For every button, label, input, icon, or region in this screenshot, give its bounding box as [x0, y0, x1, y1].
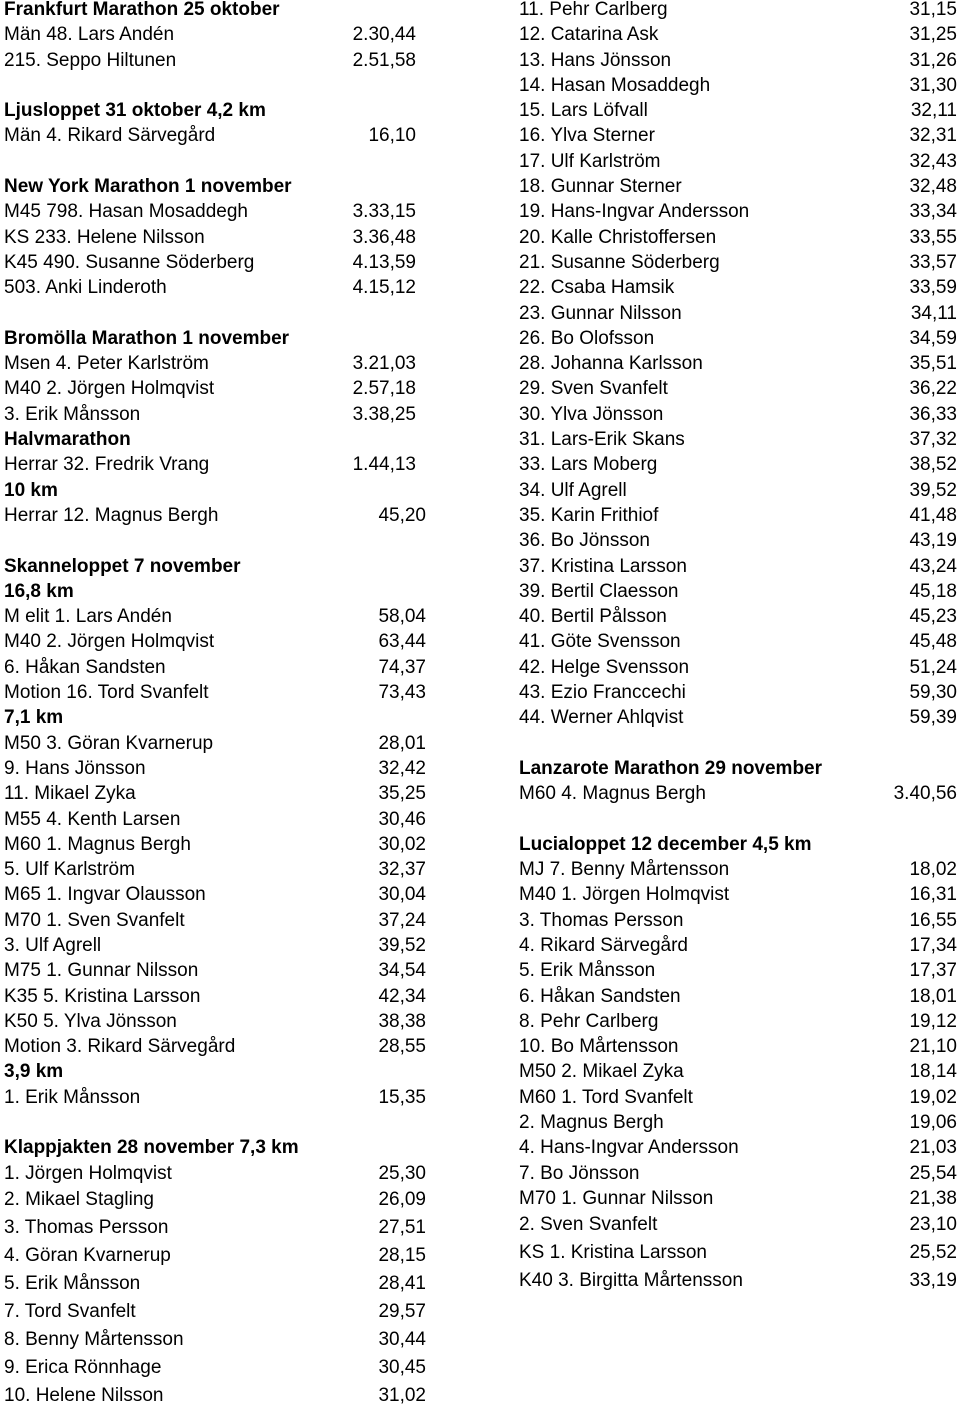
result-row: [519, 554, 957, 579]
runner-label: 37. Kristina Larsson: [519, 555, 687, 577]
spacer-row: [4, 149, 426, 174]
result-row: [4, 781, 426, 806]
result-time: 35,25: [378, 783, 426, 805]
result-row: [519, 781, 957, 806]
runner-label: 7. Tord Svanfelt: [4, 1300, 136, 1322]
runner-label: 11. Pehr Carlberg: [519, 0, 668, 20]
runner-label: 30. Ylva Jönsson: [519, 403, 664, 425]
result-row: [519, 250, 957, 275]
result-row: [4, 756, 426, 781]
result-row: [519, 402, 957, 427]
section-heading: [4, 579, 426, 604]
result-row: [519, 326, 957, 351]
runner-label: Herrar 32. Fredrik Vrang: [4, 454, 210, 476]
runner-label: 43. Ezio Franccechi: [519, 682, 686, 704]
result-row: [4, 402, 426, 427]
section-heading: [4, 1135, 426, 1160]
runner-label: KS 1. Kristina Larsson: [519, 1242, 707, 1264]
runner-label: 34. Ulf Agrell: [519, 479, 627, 501]
result-row: [4, 882, 426, 907]
result-row: [519, 528, 957, 553]
section-heading: [4, 174, 426, 199]
result-time: 33,57: [909, 251, 957, 273]
result-time: 38,52: [909, 454, 957, 476]
heading-text: Lanzarote Marathon 29 november: [519, 757, 823, 779]
result-row: [519, 123, 957, 148]
runner-label: K35 5. Kristina Larsson: [4, 985, 201, 1007]
runner-label: M60 4. Magnus Bergh: [519, 783, 706, 805]
runner-label: 14. Hasan Mosaddegh: [519, 74, 711, 96]
result-row: [4, 1034, 426, 1059]
result-row: [4, 1382, 426, 1410]
result-time: 16,10: [368, 125, 416, 147]
result-time: 17,37: [909, 960, 957, 982]
result-time: 16,55: [909, 909, 957, 931]
result-time: 33,59: [909, 277, 957, 299]
result-row: [519, 958, 957, 983]
runner-label: Män 4. Rikard Särvegård: [4, 125, 216, 147]
runner-label: M40 2. Jörgen Holmqvist: [4, 631, 215, 653]
result-time: 36,22: [909, 378, 957, 400]
result-time: 31,15: [909, 0, 957, 20]
runner-label: 26. Bo Olofsson: [519, 327, 655, 349]
runner-label: M elit 1. Lars Andén: [4, 606, 172, 628]
result-time: 32,48: [909, 176, 957, 198]
result-row: [4, 22, 426, 47]
runner-label: 6. Håkan Sandsten: [519, 985, 681, 1007]
runner-label: Msen 4. Peter Karlström: [4, 353, 209, 375]
runner-label: M60 1. Tord Svanfelt: [519, 1086, 693, 1108]
heading-text: Ljusloppet 31 oktober 4,2 km: [4, 100, 266, 122]
section-heading: [4, 1059, 426, 1084]
result-row: [519, 680, 957, 705]
result-time: 25,54: [909, 1162, 957, 1184]
result-time: 45,20: [378, 504, 426, 526]
runner-label: 36. Bo Jönsson: [519, 530, 650, 552]
result-time: 32,11: [910, 100, 957, 122]
result-time: 32,43: [909, 150, 957, 172]
runner-label: 13. Hans Jönsson: [519, 49, 672, 71]
result-row: [4, 1354, 426, 1382]
result-row: [519, 225, 957, 250]
result-row: [4, 1085, 426, 1110]
runner-label: KS 233. Helene Nilsson: [4, 226, 205, 248]
result-row: [4, 250, 426, 275]
heading-text: 3,9 km: [4, 1061, 64, 1083]
result-row: [519, 1161, 957, 1186]
result-time: 30,44: [378, 1328, 426, 1350]
result-row: [519, 48, 957, 73]
runner-label: 6. Håkan Sandsten: [4, 656, 166, 678]
runner-label: MJ 7. Benny Mårtensson: [519, 859, 730, 881]
result-time: 43,19: [909, 530, 957, 552]
result-time: 28,15: [378, 1244, 426, 1266]
result-row: [4, 275, 426, 300]
result-row: [519, 503, 957, 528]
runner-label: 8. Benny Mårtensson: [4, 1328, 184, 1350]
runner-label: M40 2. Jörgen Holmqvist: [4, 378, 215, 400]
runner-label: Herrar 12. Magnus Bergh: [4, 504, 219, 526]
result-row: [4, 1214, 426, 1242]
result-row: [4, 933, 426, 958]
result-time: 23,10: [909, 1214, 957, 1236]
runner-label: K40 3. Birgitta Mårtensson: [519, 1270, 743, 1292]
result-row: [519, 908, 957, 933]
runner-label: 503. Anki Linderoth: [4, 277, 167, 299]
runner-label: 22. Csaba Hamsik: [519, 277, 675, 299]
result-row: [519, 604, 957, 629]
result-row: [519, 174, 957, 199]
result-time: 33,19: [909, 1270, 957, 1292]
result-time: 33,34: [909, 201, 957, 223]
runner-label: 2. Magnus Bergh: [519, 1112, 664, 1134]
runner-label: 3. Erik Månsson: [4, 403, 141, 425]
result-time: 21,10: [909, 1036, 957, 1058]
result-time: 36,33: [909, 403, 957, 425]
result-row: [4, 1242, 426, 1270]
runner-label: 1. Jörgen Holmqvist: [4, 1162, 172, 1184]
result-row: [519, 351, 957, 376]
runner-label: 33. Lars Moberg: [519, 454, 658, 476]
result-time: 34,59: [909, 327, 957, 349]
result-time: 34,54: [378, 960, 426, 982]
runner-label: 5. Erik Månsson: [519, 960, 656, 982]
result-row: [4, 731, 426, 756]
result-row: [519, 1211, 957, 1239]
result-time: 33,55: [909, 226, 957, 248]
result-row: [519, 882, 957, 907]
runner-label: 9. Erica Rönnhage: [4, 1356, 162, 1378]
runner-label: 41. Göte Svensson: [519, 631, 681, 653]
runner-label: 2. Mikael Stagling: [4, 1188, 154, 1210]
result-row: [519, 301, 957, 326]
result-row: [519, 22, 957, 47]
result-row: [519, 655, 957, 680]
heading-text: Klappjakten 28 november 7,3 km: [4, 1137, 299, 1159]
result-time: 19,12: [909, 1010, 957, 1032]
runner-label: M75 1. Gunnar Nilsson: [4, 960, 199, 982]
runner-label: M60 1. Magnus Bergh: [4, 833, 191, 855]
runner-label: M65 1. Ingvar Olausson: [4, 884, 206, 906]
runner-label: 3. Thomas Persson: [4, 1216, 169, 1238]
result-time: 18,02: [909, 859, 957, 881]
result-time: 3.36,48: [352, 226, 416, 248]
result-row: [4, 604, 426, 629]
result-time: 32,42: [378, 757, 426, 779]
result-time: 74,37: [378, 656, 426, 678]
result-time: 45,48: [909, 631, 957, 653]
runner-label: 18. Gunnar Sterner: [519, 176, 682, 198]
result-time: 29,57: [378, 1300, 426, 1322]
result-time: 30,45: [378, 1356, 426, 1378]
result-row: [4, 503, 426, 528]
heading-text: Halvmarathon: [4, 429, 131, 451]
runner-label: 8. Pehr Carlberg: [519, 1010, 659, 1032]
heading-text: Lucialoppet 12 december 4,5 km: [519, 833, 812, 855]
runner-label: Motion 16. Tord Svanfelt: [4, 682, 209, 704]
section-heading: [519, 832, 957, 857]
result-row: [519, 1009, 957, 1034]
runner-label: K45 490. Susanne Söderberg: [4, 251, 255, 273]
spacer-row: [519, 731, 957, 756]
result-time: 27,51: [378, 1216, 426, 1238]
result-time: 45,23: [909, 606, 957, 628]
result-row: [4, 351, 426, 376]
result-time: 38,38: [378, 1010, 426, 1032]
result-time: 37,24: [378, 909, 426, 931]
result-row: [519, 275, 957, 300]
result-time: 37,32: [909, 429, 957, 451]
result-time: 18,01: [909, 985, 957, 1007]
result-row: [4, 984, 426, 1009]
result-row: [4, 655, 426, 680]
result-time: 63,44: [378, 631, 426, 653]
runner-label: 3. Thomas Persson: [519, 909, 684, 931]
section-heading: [4, 98, 426, 123]
result-time: 41,48: [909, 504, 957, 526]
heading-text: Frankfurt Marathon 25 oktober: [4, 0, 280, 20]
runner-label: 10. Bo Mårtensson: [519, 1036, 679, 1058]
result-time: 43,24: [909, 555, 957, 577]
result-row: [519, 1085, 957, 1110]
result-row: [4, 807, 426, 832]
runner-label: 4. Rikard Särvegård: [519, 934, 688, 956]
result-time: 16,31: [909, 884, 957, 906]
result-time: 31,02: [378, 1384, 426, 1406]
runner-label: 23. Gunnar Nilsson: [519, 302, 682, 324]
result-row: [4, 1161, 426, 1186]
runner-label: 40. Bertil Pålsson: [519, 606, 667, 628]
result-time: 19,02: [909, 1086, 957, 1108]
result-time: 19,06: [909, 1112, 957, 1134]
result-row: [4, 452, 426, 477]
runner-label: 21. Susanne Söderberg: [519, 251, 720, 273]
runner-label: 16. Ylva Sterner: [519, 125, 655, 147]
runner-label: 2. Sven Svanfelt: [519, 1214, 658, 1236]
result-row: [519, 579, 957, 604]
heading-text: 16,8 km: [4, 580, 74, 602]
runner-label: 7. Bo Jönsson: [519, 1162, 640, 1184]
result-time: 28,41: [378, 1272, 426, 1294]
heading-text: 10 km: [4, 479, 58, 501]
spacer-row: [519, 807, 957, 832]
result-time: 2.30,44: [352, 24, 416, 46]
result-row: [519, 705, 957, 730]
runner-label: 4. Hans-Ingvar Andersson: [519, 1137, 739, 1159]
runner-label: M50 2. Mikael Zyka: [519, 1061, 684, 1083]
heading-text: New York Marathon 1 november: [4, 176, 292, 198]
result-time: 28,01: [378, 732, 426, 754]
result-time: 32,31: [909, 125, 957, 147]
result-time: 3.21,03: [352, 353, 416, 375]
section-heading: [4, 0, 426, 22]
result-time: 21,38: [909, 1187, 957, 1209]
result-time: 30,04: [378, 884, 426, 906]
spacer-row: [4, 73, 426, 98]
runner-label: M70 1. Sven Svanfelt: [4, 909, 185, 931]
result-time: 15,35: [378, 1086, 426, 1108]
runner-label: 10. Helene Nilsson: [4, 1384, 164, 1406]
result-time: 21,03: [909, 1137, 957, 1159]
runner-label: 11. Mikael Zyka: [4, 783, 136, 805]
result-time: 4.13,59: [352, 251, 416, 273]
result-row: [519, 376, 957, 401]
heading-text: 7,1 km: [4, 707, 64, 729]
result-row: [4, 1186, 426, 1214]
result-row: [4, 199, 426, 224]
runner-label: 1. Erik Månsson: [4, 1086, 141, 1108]
runner-label: 12. Catarina Ask: [519, 24, 659, 46]
result-time: 32,37: [378, 859, 426, 881]
result-time: 45,18: [909, 580, 957, 602]
result-time: 3.33,15: [352, 201, 416, 223]
section-heading: [4, 478, 426, 503]
result-row: [519, 452, 957, 477]
result-time: 39,52: [909, 479, 957, 501]
result-time: 17,34: [909, 934, 957, 956]
spacer-row: [4, 528, 426, 553]
result-time: 25,30: [378, 1162, 426, 1184]
left-results-column: [4, 0, 426, 1410]
result-row: [519, 1186, 957, 1211]
result-time: 4.15,12: [352, 277, 416, 299]
result-time: 34,11: [910, 302, 957, 324]
runner-label: 39. Bertil Claesson: [519, 580, 679, 602]
runner-label: 20. Kalle Christoffersen: [519, 226, 717, 248]
result-row: [519, 857, 957, 882]
heading-text: Skanneloppet 7 november: [4, 555, 241, 577]
section-heading: [4, 326, 426, 351]
result-time: 18,14: [909, 1061, 957, 1083]
result-time: 3.40,56: [893, 783, 957, 805]
runner-label: 9. Hans Jönsson: [4, 757, 146, 779]
runner-label: 29. Sven Svanfelt: [519, 378, 668, 400]
result-row: [4, 123, 426, 148]
result-row: [519, 73, 957, 98]
result-time: 51,24: [909, 656, 957, 678]
result-time: 35,51: [909, 353, 957, 375]
result-time: 30,02: [378, 833, 426, 855]
runner-label: 215. Seppo Hiltunen: [4, 49, 177, 71]
result-time: 59,39: [909, 707, 957, 729]
result-row: [519, 1059, 957, 1084]
runner-label: 5. Erik Månsson: [4, 1272, 141, 1294]
runner-label: M70 1. Gunnar Nilsson: [519, 1187, 714, 1209]
runner-label: 35. Karin Frithiof: [519, 504, 659, 526]
result-row: [519, 933, 957, 958]
runner-label: K50 5. Ylva Jönsson: [4, 1010, 177, 1032]
result-row: [4, 1326, 426, 1354]
result-row: [4, 680, 426, 705]
result-row: [519, 149, 957, 174]
result-time: 2.51,58: [352, 49, 416, 71]
result-time: 31,25: [909, 24, 957, 46]
result-row: [519, 1110, 957, 1135]
runner-label: 44. Werner Ahlqvist: [519, 707, 684, 729]
result-row: [519, 478, 957, 503]
result-row: [519, 1267, 957, 1295]
result-time: 59,30: [909, 682, 957, 704]
result-row: [519, 0, 957, 22]
result-row: [4, 225, 426, 250]
result-time: 73,43: [378, 682, 426, 704]
runner-label: M40 1. Jörgen Holmqvist: [519, 884, 730, 906]
runner-label: Motion 3. Rikard Särvegård: [4, 1036, 236, 1058]
section-heading: [4, 554, 426, 579]
result-time: 58,04: [378, 606, 426, 628]
runner-label: 15. Lars Löfvall: [519, 100, 648, 122]
result-time: 3.38,25: [352, 403, 416, 425]
runner-label: Män 48. Lars Andén: [4, 24, 175, 46]
section-heading: [4, 427, 426, 452]
result-row: [519, 427, 957, 452]
result-time: 28,55: [378, 1036, 426, 1058]
result-row: [4, 376, 426, 401]
result-row: [4, 1298, 426, 1326]
result-row: [4, 832, 426, 857]
result-row: [519, 199, 957, 224]
result-time: 30,46: [378, 808, 426, 830]
runner-label: 3. Ulf Agrell: [4, 934, 102, 956]
result-time: 1.44,13: [352, 454, 416, 476]
spacer-row: [4, 301, 426, 326]
runner-label: M45 798. Hasan Mosaddegh: [4, 201, 248, 223]
result-time: 25,52: [909, 1242, 957, 1264]
runner-label: M55 4. Kenth Larsen: [4, 808, 181, 830]
spacer-row: [4, 1110, 426, 1135]
section-heading: [519, 756, 957, 781]
result-row: [4, 857, 426, 882]
result-row: [4, 1009, 426, 1034]
result-time: 26,09: [378, 1188, 426, 1210]
result-row: [4, 629, 426, 654]
result-row: [4, 958, 426, 983]
right-results-column: [519, 0, 957, 1295]
runner-label: M50 3. Göran Kvarnerup: [4, 732, 214, 754]
result-row: [519, 629, 957, 654]
result-time: 31,30: [909, 74, 957, 96]
result-time: 2.57,18: [352, 378, 416, 400]
runner-label: 5. Ulf Karlström: [4, 859, 135, 881]
runner-label: 17. Ulf Karlström: [519, 150, 661, 172]
section-heading: [4, 705, 426, 730]
result-row: [519, 1034, 957, 1059]
result-row: [519, 98, 957, 123]
heading-text: Bromölla Marathon 1 november: [4, 327, 290, 349]
result-row: [4, 1270, 426, 1298]
result-row: [4, 48, 426, 73]
runner-label: 42. Helge Svensson: [519, 656, 690, 678]
result-row: [519, 984, 957, 1009]
runner-label: 31. Lars-Erik Skans: [519, 429, 685, 451]
runner-label: 19. Hans-Ingvar Andersson: [519, 201, 750, 223]
result-row: [4, 908, 426, 933]
result-row: [519, 1135, 957, 1160]
runner-label: 28. Johanna Karlsson: [519, 353, 703, 375]
result-time: 31,26: [909, 49, 957, 71]
result-time: 42,34: [378, 985, 426, 1007]
result-row: [519, 1239, 957, 1267]
runner-label: 4. Göran Kvarnerup: [4, 1244, 171, 1266]
result-time: 39,52: [378, 934, 426, 956]
